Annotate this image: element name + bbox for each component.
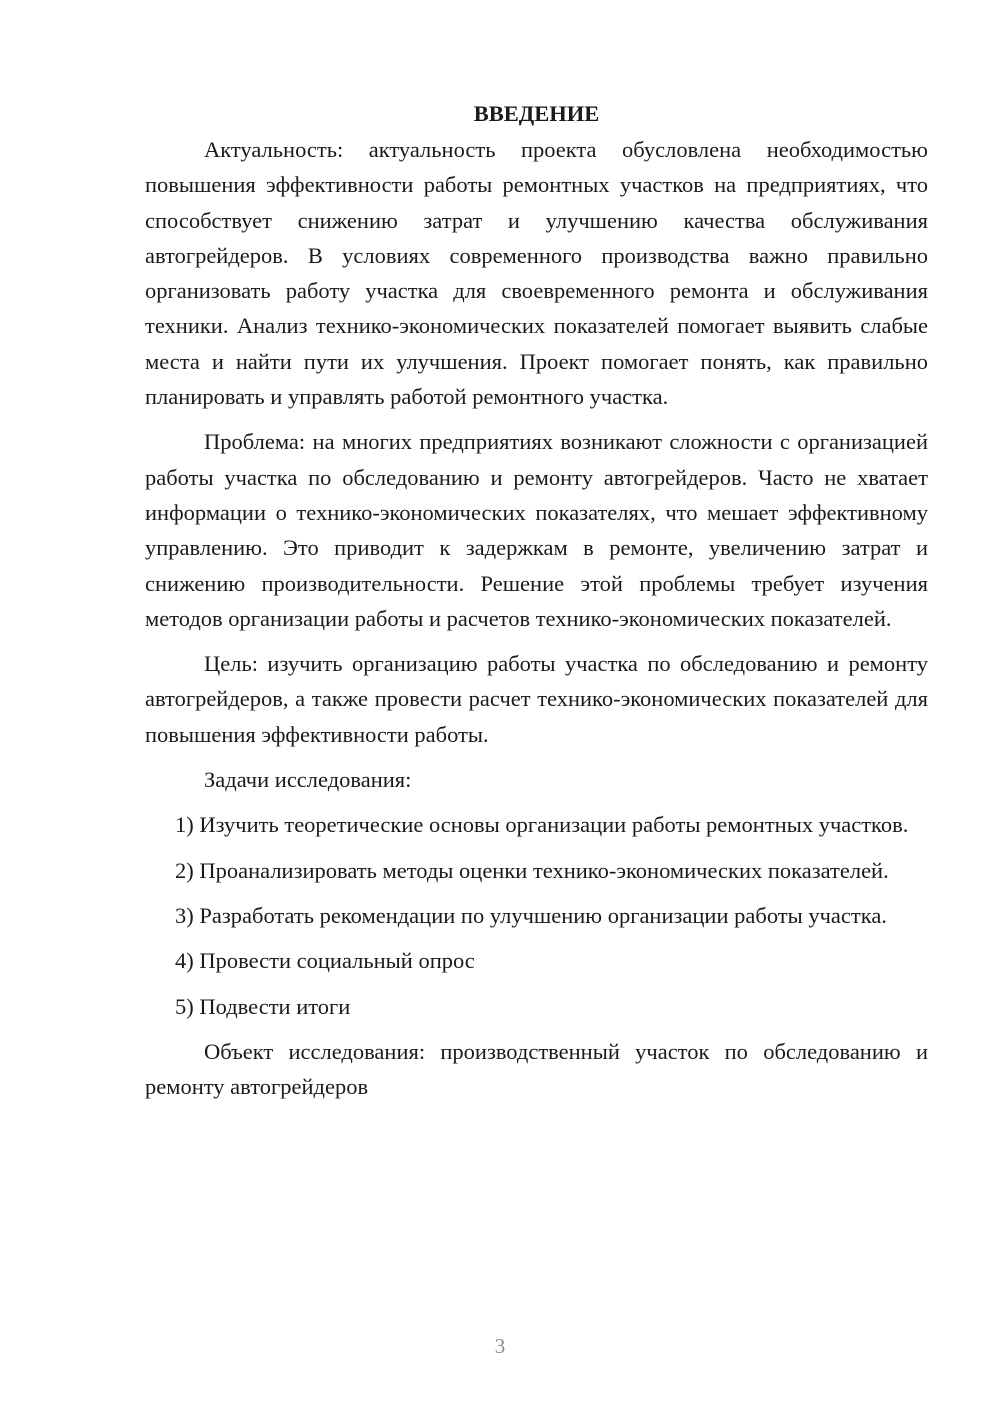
- relevance-paragraph: Актуальность: актуальность проекта обусловлена необходимостью повышения эффективности работы ремонтных участков на предприятиях, что способствует снижению затрат и улучшению качества обслуживания автогрейдеров. В условиях современного производства важно правильно организовать работу участка для своевременного ремонта и обслуживания техники. Анализ технико-экономических показателей помогает выявить слабые места и найти пути их улучшения. Проект помогает понять, как правильно планировать и управлять работой ремонтного участка.: [145, 137, 928, 410]
- section-heading: ВВЕДЕНИЕ: [473, 101, 600, 126]
- object-paragraph: Объект исследования: производственный участок по обследованию и ремонту автогрейдеров: [145, 1038, 928, 1100]
- goal-paragraph: Цель: изучить организацию работы участка по обследованию и ремонту автогрейдеров, а также провести расчет технико-экономических показателей для повышения эффективности работы.: [145, 651, 928, 747]
- tasks-title: Задачи исследования:: [204, 767, 412, 793]
- page-number: 3: [494, 1334, 506, 1358]
- page-content: [145, 96, 928, 1104]
- task-item-3: 3) Разработать рекомендации по улучшению организации работы участка.: [175, 902, 887, 928]
- task-item-4: 4) Провести социальный опрос: [175, 948, 475, 974]
- task-item-5: 5) Подвести итоги: [175, 993, 351, 1019]
- task-item-1: 1) Изучить теоретические основы организации работы ремонтных участков.: [175, 812, 909, 838]
- problem-paragraph: Проблема: на многих предприятиях возникают сложности с организацией работы участка по обследованию и ремонту автогрейдеров. Часто не хватает информации о технико-экономических показателях, что мешает эффективному управлению. Это приводит к задержкам в ремонте, увеличению затрат и снижению производительности. Решение этой проблемы требует изучения методов организации работы и расчетов технико-экономических показателей.: [145, 429, 928, 631]
- task-item-2: 2) Проанализировать методы оценки технико-экономических показателей.: [175, 857, 889, 883]
